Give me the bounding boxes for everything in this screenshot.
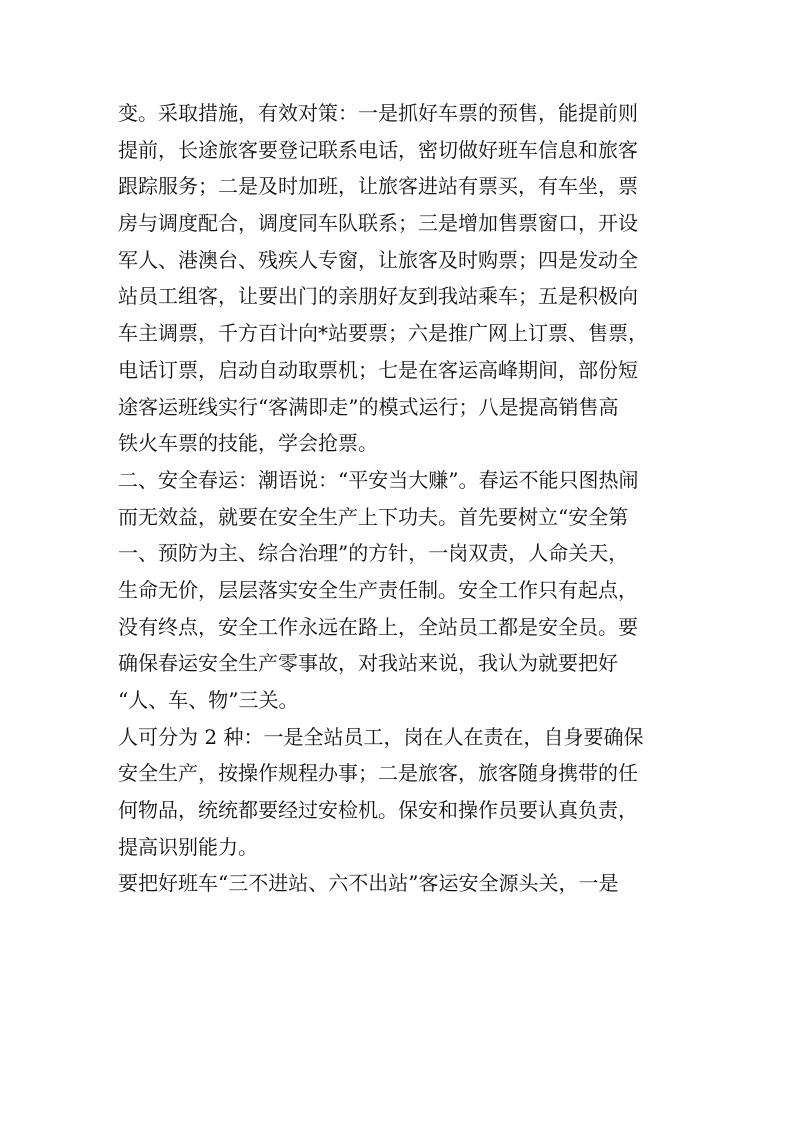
text-line: 军人、港澳台、残疾人专窗，让旅客及时购票；四是发动全 <box>118 247 638 272</box>
section-heading-line: 二、安全春运：潮语说：“平安当大赚”。春运不能只图热闹 <box>118 467 639 492</box>
text-line: “人、车、物”三关。 <box>118 688 299 712</box>
text-line: 变。采取措施，有效对策：一是抓好车票的预售，能提前则 <box>118 101 638 125</box>
text-line: 确保春运安全生产零事故，对我站来说，我认为就要把好 <box>118 651 618 676</box>
text-line: 房与调度配合，调度同车队联系；三是增加售票窗口，开设 <box>118 211 638 236</box>
text-line: 途客运班线实行“客满即走”的模式运行；八是提高销售高 <box>118 394 619 419</box>
text-line: 何物品，统统都要经过安检机。保安和操作员要认真负责， <box>118 798 638 823</box>
text-line: 车主调票，千方百计向*站要票；六是推广网上订票、售票， <box>118 321 648 346</box>
text-line: 生命无价，层层落实安全生产责任制。安全工作只有起点， <box>118 577 638 602</box>
text-line: 提前，长途旅客要登记联系电话，密切做好班车信息和旅客 <box>118 137 638 162</box>
text-line: 电话订票，启动自动取票机；七是在客运高峰期间，部份短 <box>118 357 638 382</box>
text-line: 跟踪服务；二是及时加班，让旅客进站有票买，有车坐，票 <box>118 174 638 199</box>
text-line: 提高识别能力。 <box>118 834 258 859</box>
text-line: 人可分为 2 种：一是全站员工，岗在人在责在，自身要确保 <box>118 724 644 749</box>
text-line: 站员工组客，让要出门的亲朋好友到我站乘车；五是积极向 <box>118 284 638 309</box>
text-line: 没有终点，安全工作永远在路上，全站员工都是安全员。要 <box>118 614 638 639</box>
text-line: 要把好班车“三不进站、六不出站”客运安全源头关，一是 <box>118 871 619 896</box>
text-line: 铁火车票的技能，学会抢票。 <box>118 431 378 456</box>
body-text <box>118 95 688 902</box>
text-line: 安全生产，按操作规程办事；二是旅客，旅客随身携带的任 <box>118 761 638 786</box>
text-line: 一、预防为主、综合治理”的方针，一岗双责，人命关天， <box>118 541 629 566</box>
text-line: 而无效益，就要在安全生产上下功夫。首先要树立“安全第 <box>118 504 629 529</box>
